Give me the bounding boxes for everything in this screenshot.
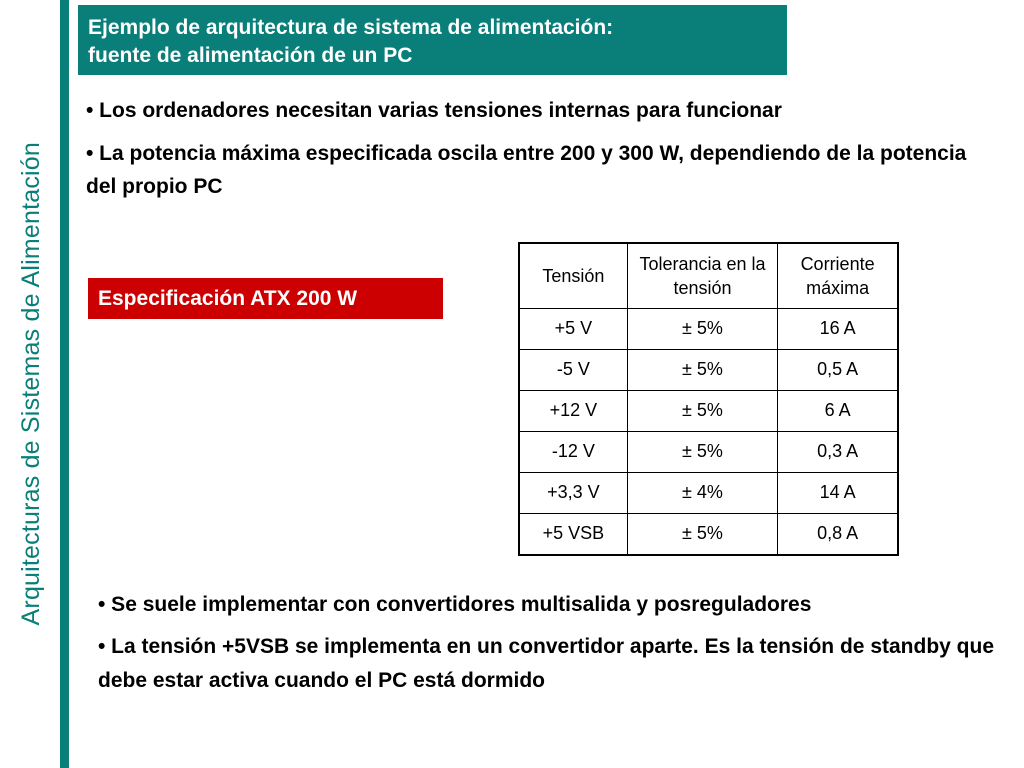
table-row <box>519 309 898 350</box>
header-cell-current: Corriente máxima <box>778 243 898 309</box>
bullet-item: • La potencia máxima especificada oscila entre 200 y 300 W, dependiendo de la potencia del propio PC <box>86 142 967 198</box>
slide-header <box>78 5 787 75</box>
table-row <box>519 349 898 390</box>
table-cell: +12 V <box>519 390 627 431</box>
table-cell: +5 VSB <box>519 513 627 555</box>
spec-table <box>518 242 899 556</box>
header-cell-tension: Tensión <box>519 243 627 309</box>
table-cell: ± 5% <box>627 513 777 555</box>
bullet-item: • La tensión +5VSB se implementa en un convertidor aparte. Es la tensión de standby que debe estar activa cuando el PC está dormido <box>98 635 994 692</box>
table-cell: 6 A <box>778 390 898 431</box>
table-cell: +5 V <box>519 309 627 350</box>
table-cell: ± 5% <box>627 390 777 431</box>
table-cell: -5 V <box>519 349 627 390</box>
table-row <box>519 390 898 431</box>
table-cell: 16 A <box>778 309 898 350</box>
top-bullet-list <box>86 94 996 213</box>
sidebar-title <box>3 0 59 768</box>
table-cell: -12 V <box>519 431 627 472</box>
header-cell-tolerance: Tolerancia en la tensión <box>627 243 777 309</box>
table-row <box>519 513 898 555</box>
table-cell: 0,8 A <box>778 513 898 555</box>
bottom-bullet-list <box>98 588 998 706</box>
sidebar-accent-bar <box>60 0 69 768</box>
spec-label-badge <box>88 278 443 319</box>
table-cell: 14 A <box>778 472 898 513</box>
table-header-row <box>519 243 898 309</box>
table-cell: ± 5% <box>627 309 777 350</box>
table-cell: ± 4% <box>627 472 777 513</box>
spec-label-text: Especificación ATX 200 W <box>98 287 358 310</box>
table-row <box>519 472 898 513</box>
table-row <box>519 431 898 472</box>
bullet-item: • Se suele implementar con convertidores multisalida y posreguladores <box>98 593 812 616</box>
table-cell: 0,5 A <box>778 349 898 390</box>
header-title-line-1: Ejemplo de arquitectura de sistema de alimentación: <box>88 16 614 39</box>
bullet-item: • Los ordenadores necesitan varias tensiones internas para funcionar <box>86 99 782 122</box>
table-cell: 0,3 A <box>778 431 898 472</box>
sidebar-title-text: Arquitecturas de Sistemas de Alimentación <box>16 142 45 626</box>
header-title-line-2: fuente de alimentación de un PC <box>88 44 413 67</box>
table-cell: +3,3 V <box>519 472 627 513</box>
table-cell: ± 5% <box>627 349 777 390</box>
table-cell: ± 5% <box>627 431 777 472</box>
